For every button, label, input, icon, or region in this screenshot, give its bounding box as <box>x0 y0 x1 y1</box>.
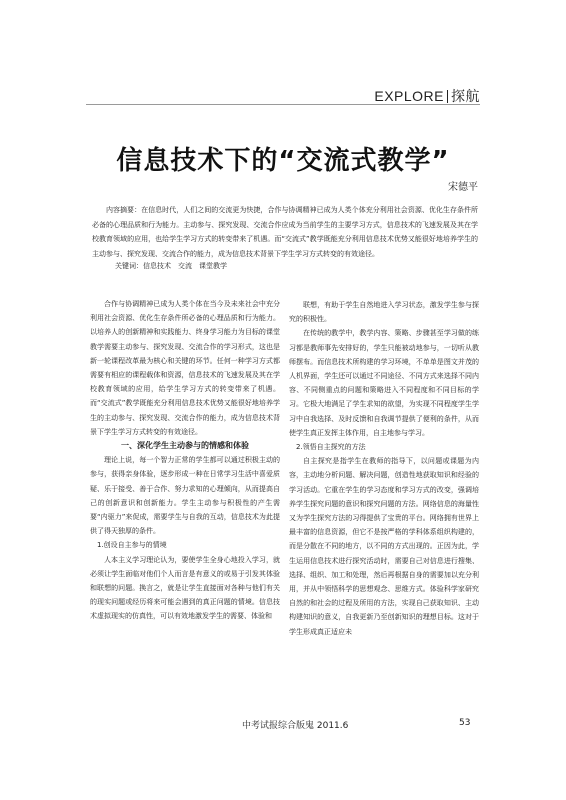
paragraph: 自主探究是指学生在教师的指导下，以问题或课题为内容，主动地分析问题、解决问题，创造性地获取知识和经验的学习活动。它重在学生的学习态度和学习方式的改变，强调培养学生探究问题的意识和探究问题的方法。网络信息的海量性又为学生探究方法的习得提供了宝贵的平台。网络拥有世界上最丰富的信息资源，但它不是按严格的学科体系组织构建的，而是分散在不同的地方，以不同的方式出现的。正因为此，学生运用信息技术进行探究活动时，需要自己对信息进行搜集、选择、组织、加工和处理，然后再根据自身的需要加以充分利用，并从中领悟科学的思想观念、思维方式。体验科学家研究自然的和社会的过程及所用的方法，实现自己获取知识、主动构建知识的意义，自我更新乃至创新知识的理想目标。这对于学生形成真正适应未 <box>289 457 479 636</box>
abstract-text: 内容摘要：在信息时代，人们之间的交流更为快捷，合作与协调精神已成为人类个体充分利用社会资源、优化生存条件所必备的心理品质和行为能力。主动参与、探究发现、交流合作应成为当前学生的主要学习方式，信息技术的飞速发展及其在学校教育领域的应用，也给学生学习方式的转变带来了机遇。而“交流式”教学既能充分利用信息技术优势又能很好地培养学生的主动参与、探究发现、交流合作的能力，成为信息技术背景下学生学习方式转变的有效途径。 <box>92 206 478 258</box>
article-title: 信息技术下的“交流式教学” <box>116 146 450 176</box>
tag-divider <box>447 90 448 103</box>
header-rule <box>86 104 480 105</box>
paragraph: 联想，有助于学生自然地进入学习状态，激发学生参与探究的积极性。 <box>289 301 479 324</box>
paragraph: 人本主义学习理论认为，要使学生全身心地投入学习，就必须让学生面临对他们个人而言是有意义的或易于引发其体验和联想的问题。换言之，就是让学生直接面对各种与他们有关的现实问题或经历将来可能会遇到的真正问题的情境。信息技术虚拟现实的仿真性，可以有效地激发学生的需要、体验和 <box>90 555 280 621</box>
paragraph: 合作与协调精神已成为人类个体在当今及未来社会中充分利用社会资源、优化生存条件所必备的心理品质和行为能力。以培养人的创新精神和实践能力、终身学习能力为目标的课堂教学需要主动参与、探究发现、交流合作的学习形式，这也是新一轮课程改革最为核心和关键的环节。任何一种学习方式都需要有相应的课程载体和资源，信息技术的飞速发展及其在学校教育领域的应用，给学生学习方式的转变带来了机遇。而“交流式”教学既能充分利用信息技术优势又能很好地培养学生的主动参与、探究发现、交流合作的能力，成为信息技术背景下学生学习方式转变的有效途径。 <box>90 300 280 436</box>
article-author: 宋德平 <box>448 182 478 193</box>
section-tag <box>374 86 480 106</box>
page-number: 53 <box>459 718 471 728</box>
right-column <box>289 298 479 639</box>
subsection-heading: 2.领悟自主探究的方法 <box>296 443 366 452</box>
section-heading: 一、深化学生主动参与的情感和体验 <box>121 441 249 451</box>
subsection-heading: 1.创设自主参与的情境 <box>97 541 167 550</box>
keywords: 关键词：信息技术 交流 课堂教学 <box>115 262 227 270</box>
journal-footer: 中考试报综合版鬼 2011.6 <box>242 721 349 731</box>
paragraph: 理论上说，每一个智力正常的学生都可以通过积极主动的参与，获得亲身体验，逐步形成一种在日常学习生活中喜爱质疑、乐于接受、善于合作、努力求知的心理倾向，从而提高自己的创新意识和创新能力。学生主动参与积极性的产生需要“内驱力”来促成，需要学生与自我的互动，信息技术为此提供了得天独厚的条件。 <box>90 456 280 536</box>
explore-label: EXPLORE <box>374 88 444 104</box>
abstract <box>92 203 478 261</box>
left-column <box>90 297 280 624</box>
paragraph: 在传统的教学中，教学内容、策略、步骤甚至学习做的练习都是教师事先安排好的，学生只能被动地参与，一切听从教师摆布。而信息技术所构建的学习环境，不单单是图文并茂的人机界面，学生还可以通过不同途径、不同方式来选择不同内容、不同侧重点的问题和策略进入不同程度和不同目标的学习。它极大地满足了学生求知的欲望，为实现不同程度学生学习中自我选择、及时反馈和自我调节提供了便利的条件，从而使学生真正发挥主体作用，自主地参与学习。 <box>289 329 479 437</box>
section-label: 探航 <box>451 88 480 104</box>
